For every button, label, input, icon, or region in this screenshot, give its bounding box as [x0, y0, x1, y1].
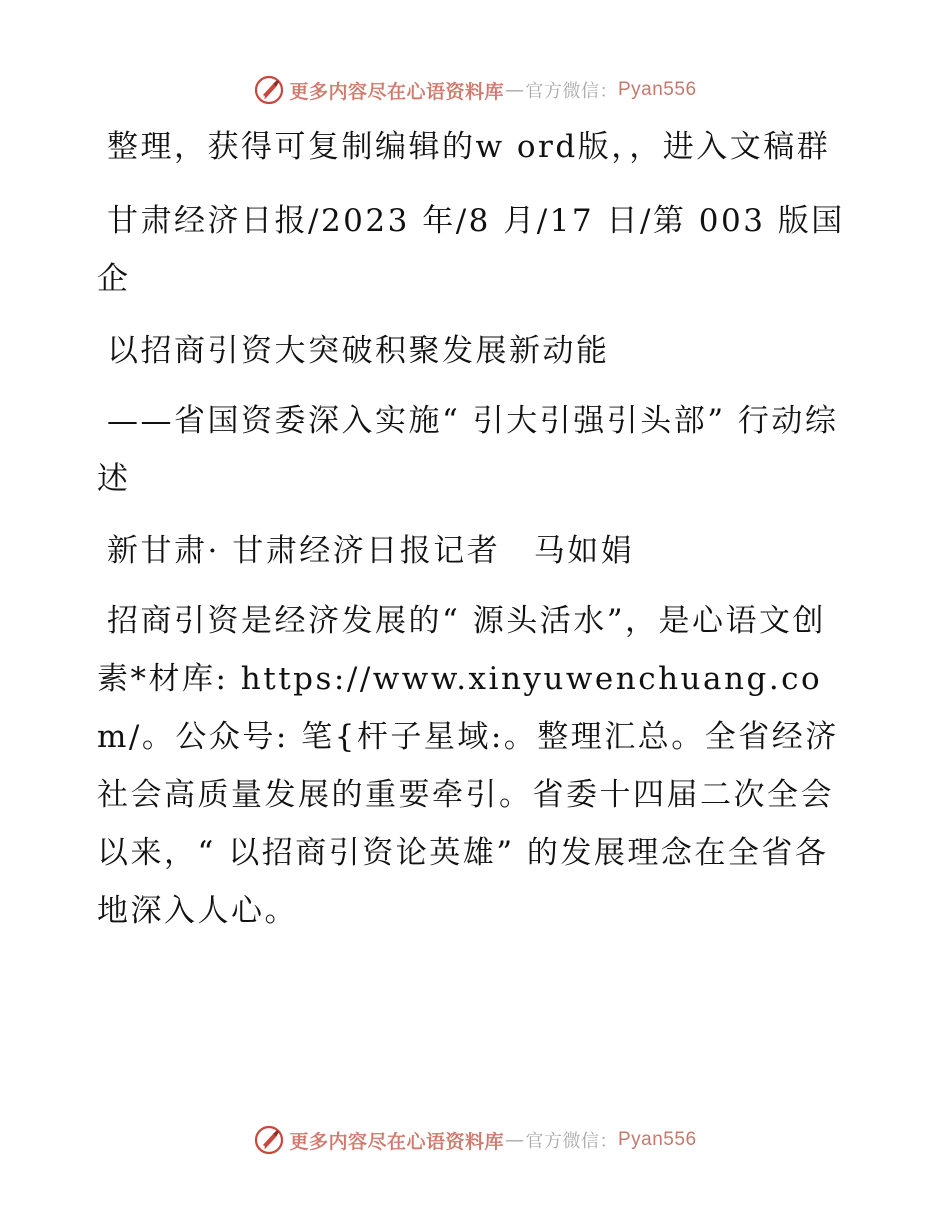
- source-line: 甘肃经济日报/2023 年/8 月/17 日/第 003 版国企: [97, 203, 845, 297]
- intro-line: 整理，获得可复制编辑的w ord版，，进入文稿群: [107, 129, 831, 165]
- document-body: [97, 118, 857, 940]
- footer-watermark-banner: [0, 1120, 950, 1160]
- banner-dash: —: [505, 1129, 525, 1151]
- article-byline: 新甘肃· 甘肃经济日报记者 马如娟: [107, 533, 635, 569]
- pen-logo-icon: [253, 1124, 285, 1156]
- banner-wechat-label: 官方微信：: [525, 1131, 618, 1152]
- banner-slogan: 更多内容尽在心语资料库: [289, 1130, 504, 1153]
- banner-wechat-id: Pyan556: [618, 1129, 697, 1150]
- banner-dash: —: [505, 79, 525, 101]
- header-watermark-banner: [0, 70, 950, 110]
- article-headline: 以招商引资大突破积聚发展新动能: [107, 333, 610, 369]
- pen-logo-icon: [253, 74, 285, 106]
- article-body-paragraph: 招商引资是经济发展的“ 源头活水”，是心语文创素*材库: https://www.xinyuwenchuang.com/。公众号: 笔{杆子星域:。整理汇总。全省经济社会高质量发展的重要牵引。省委十四届二次全会以来，“ 以招商引资论英雄” 的发展理念在全省各地深入人心。: [97, 603, 839, 929]
- banner-wechat-label: 官方微信：: [525, 81, 618, 102]
- banner-wechat-id: Pyan556: [618, 79, 697, 100]
- article-subheadline: ——省国资委深入实施“ 引大引强引头部” 行动综述: [97, 403, 839, 497]
- banner-slogan: 更多内容尽在心语资料库: [289, 80, 504, 103]
